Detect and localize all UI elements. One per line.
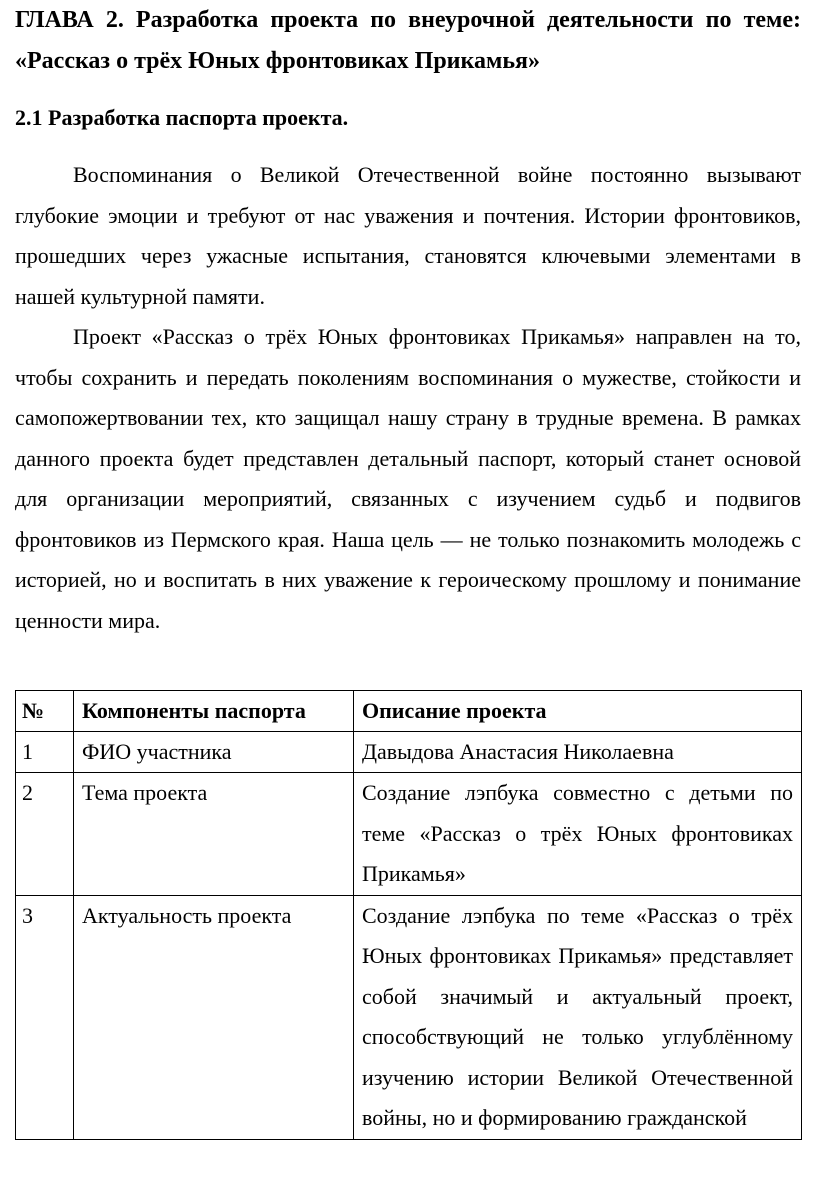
cell-num: 3 [16, 895, 74, 1139]
header-component: Компоненты паспорта [74, 691, 354, 732]
table-row [16, 732, 802, 773]
header-num: № [16, 691, 74, 732]
table-header-row [16, 691, 802, 732]
cell-description: Создание лэпбука совместно с детьми по теме «Рассказ о трёх Юных фронтовиках Прикамья» [354, 773, 802, 896]
passport-table [15, 690, 802, 1140]
paragraph-project-goal: Проект «Рассказ о трёх Юных фронтовиках Прикамья» направлен на то, чтобы сохранить и передать поколениям воспоминания о мужестве, стойкости и самопожертвовании тех, кто защищал нашу страну в трудные времена. В рамках данного проекта будет представлен детальный паспорт, который станет основой для организации мероприятий, связанных с изучением судьб и подвигов фронтовиков из Пермского края. Наша цель — не только познакомить молодежь с историей, но и воспитать в них уважение к героическому прошлому и понимание ценности мира. [15, 324, 801, 633]
cell-description: Создание лэпбука по теме «Рассказ о трёх Юных фронтовиках Прикамья» представляет собой значимый и актуальный проект, способствующий не только углублённому изучению истории Великой Отечественной войны, но и формированию гражданской [354, 895, 802, 1139]
cell-num: 1 [16, 732, 74, 773]
chapter-title: ГЛАВА 2. Разработка проекта по внеурочной деятельности по теме: «Рассказ о трёх Юных фронтовиках Прикамья» [15, 7, 801, 74]
cell-component: ФИО участника [74, 732, 354, 773]
cell-description: Давыдова Анастасия Николаевна [354, 732, 802, 773]
cell-component: Актуальность проекта [74, 895, 354, 1139]
header-description: Описание проекта [354, 691, 802, 732]
cell-num: 2 [16, 773, 74, 896]
table-row [16, 895, 802, 1139]
table-row [16, 773, 802, 896]
paragraph-intro: Воспоминания о Великой Отечественной войне постоянно вызывают глубокие эмоции и требуют от нас уважения и почтения. Истории фронтовиков, прошедших через ужасные испытания, становятся ключевыми элементами в нашей культурной памяти. [15, 162, 801, 309]
document-page [15, 0, 801, 1140]
cell-component: Тема проекта [74, 773, 354, 896]
section-title: 2.1 Разработка паспорта проекта. [15, 105, 349, 130]
